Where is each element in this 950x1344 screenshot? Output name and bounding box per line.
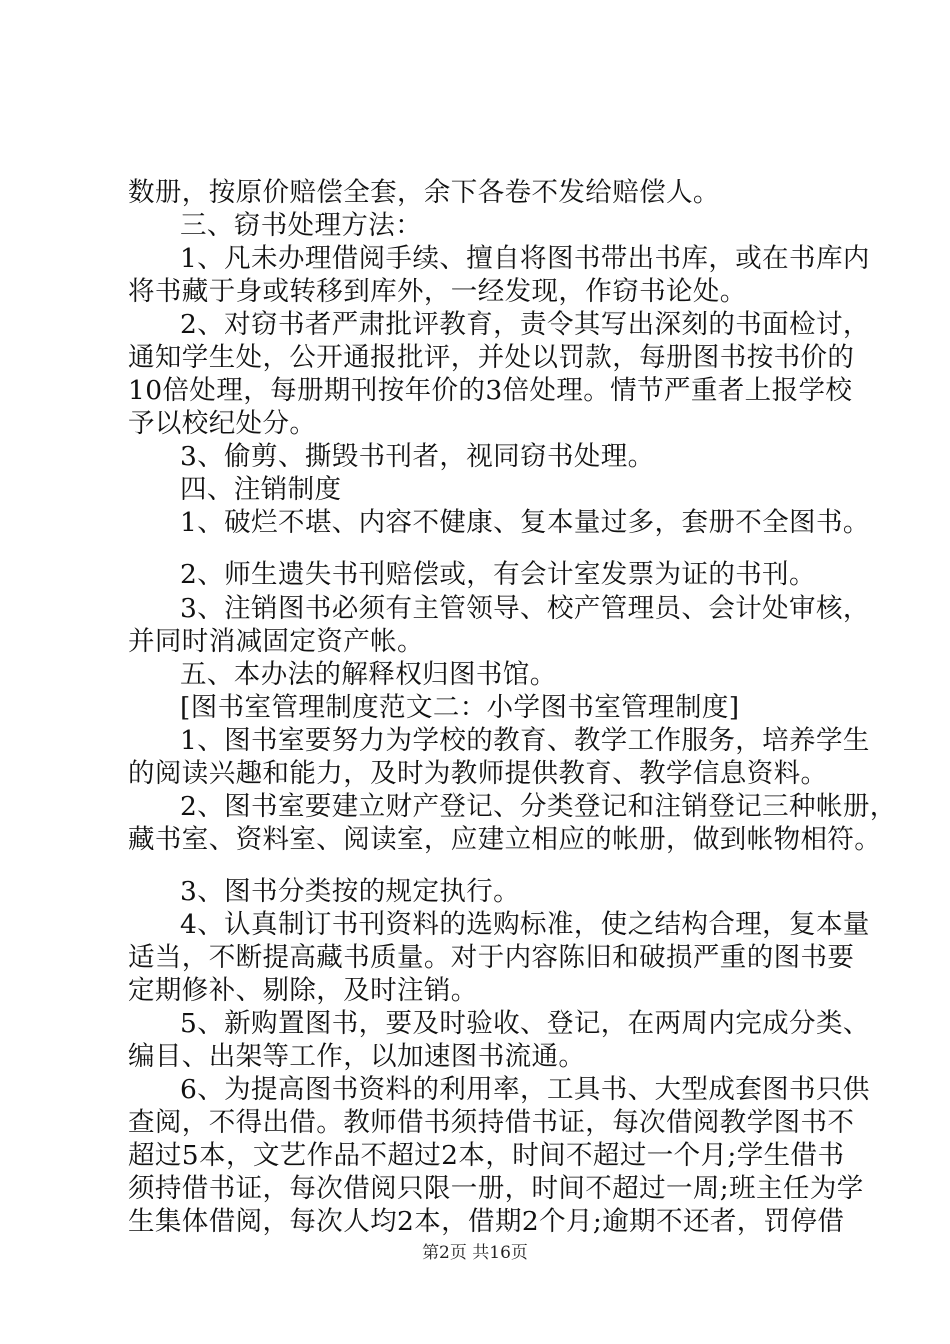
section-heading: 三、窃书处理方法：	[180, 210, 423, 241]
text-line: 予以校纪处分。	[128, 408, 317, 439]
text-line: 超过5本，文艺作品不超过2本，时间不超过一个月;学生借书	[128, 1140, 845, 1171]
text-line: 藏书室、资料室、阅读室，应建立相应的帐册，做到帐物相符。	[128, 824, 882, 855]
text-line: 4、认真制订书刊资料的选购标准，使之结构合理，复本量	[180, 909, 870, 940]
text-line: 3、图书分类按的规定执行。	[180, 876, 521, 907]
text-line: 定期修补、剔除，及时注销。	[128, 975, 478, 1006]
text-line: 6、为提高图书资料的利用率，工具书、大型成套图书只供	[180, 1074, 870, 1105]
text-line: 2、对窃书者严肃批评教育，责令其写出深刻的书面检讨，	[180, 309, 870, 340]
text-line: 10倍处理，每册期刊按年价的3倍处理。情节严重者上报学校	[128, 375, 853, 406]
text-line: 2、图书室要建立财产登记、分类登记和注销登记三种帐册，	[180, 791, 897, 822]
section-heading: 五、本办法的解释权归图书馆。	[180, 659, 557, 690]
text-line: 数册，按原价赔偿全套，余下各卷不发给赔偿人。	[128, 177, 720, 208]
text-line: 3、偷剪、撕毁书刊者，视同窃书处理。	[180, 441, 655, 472]
text-line: 通知学生处，公开通报批评，并处以罚款，每册图书按书价的	[128, 342, 855, 373]
text-line: 编目、出架等工作，以加速图书流通。	[128, 1041, 586, 1072]
text-line: 的阅读兴趣和能力，及时为教师提供教育、教学信息资料。	[128, 758, 828, 789]
text-line: 将书藏于身或转移到库外，一经发现，作窃书论处。	[128, 276, 747, 307]
page-number-footer: 第2页 共16页	[422, 1243, 528, 1263]
text-line: 1、图书室要努力为学校的教育、教学工作服务，培养学生	[180, 725, 870, 756]
section-heading: 四、注销制度	[180, 474, 342, 505]
text-line: 5、新购置图书，要及时验收、登记，在两周内完成分类、	[180, 1008, 870, 1039]
text-line: 2、师生遗失书刊赔偿或，有会计室发票为证的书刊。	[180, 559, 816, 590]
text-line: 1、凡未办理借阅手续、擅自将图书带出书库，或在书库内	[180, 243, 870, 274]
text-line: 3、注销图书必须有主管领导、校产管理员、会计处审核，	[180, 593, 870, 624]
text-line: 生集体借阅，每次人均2本，借期2个月;逾期不还者，罚停借	[128, 1206, 845, 1237]
text-line: 查阅，不得出借。教师借书须持借书证，每次借阅教学图书不	[128, 1107, 855, 1138]
text-line: 并同时消减固定资产帐。	[128, 626, 424, 657]
text-line: 适当，不断提高藏书质量。对于内容陈旧和破损严重的图书要	[128, 942, 855, 973]
text-line: 须持借书证，每次借阅只限一册，时间不超过一周;班主任为学	[128, 1173, 864, 1204]
subtitle: [图书室管理制度范文二：小学图书室管理制度]	[180, 692, 740, 723]
text-line: 1、破烂不堪、内容不健康、复本量过多，套册不全图书。	[180, 507, 870, 538]
